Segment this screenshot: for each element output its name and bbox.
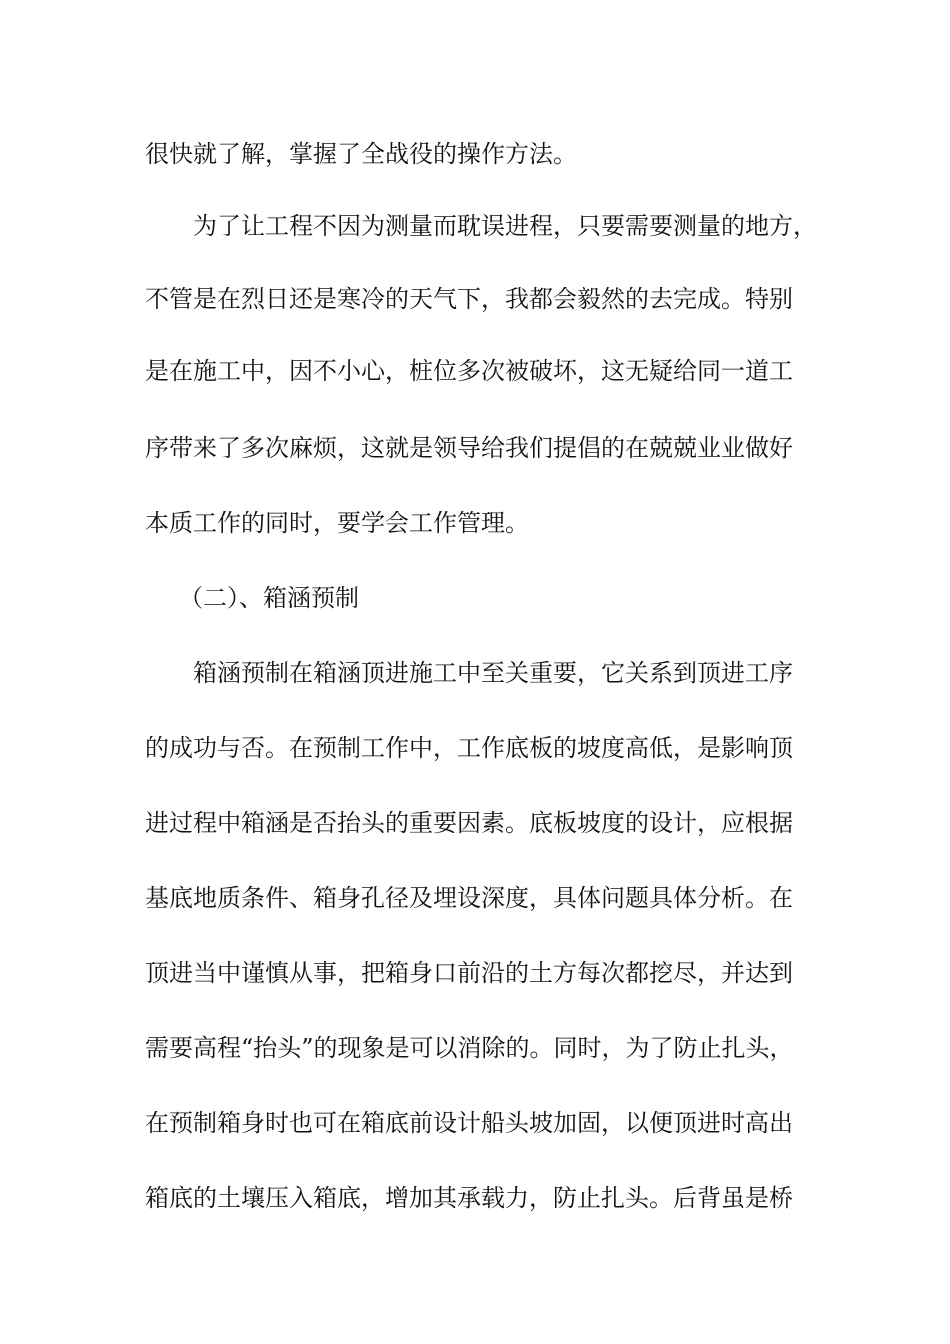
- text-line: 箱底的土壤压入箱底，增加其承载力，防止扎头。后背虽是桥: [145, 1184, 793, 1212]
- text-line: 顶进当中谨慎从事，把箱身口前沿的土方每次都挖尽，并达到: [145, 959, 793, 987]
- text-line: 需要高程“抬头”的现象是可以消除的。同时，为了防止扎头，: [145, 1034, 794, 1062]
- text-line: 基底地质条件、箱身孔径及埋设深度，具体问题具体分析。在: [145, 884, 793, 912]
- text-line: 进过程中箱涵是否抬头的重要因素。底板坡度的设计，应根据: [145, 809, 793, 837]
- text-line: 序带来了多次麻烦，这就是领导给我们提倡的在兢兢业业做好: [145, 434, 793, 462]
- text-line: 本质工作的同时，要学会工作管理。: [145, 509, 529, 537]
- section-heading: （二）、箱涵预制: [179, 584, 359, 612]
- text-line: 在预制箱身时也可在箱底前设计船头坡加固，以便顶进时高出: [145, 1109, 793, 1137]
- text-line: 是在施工中，因不小心，桩位多次被破坏，这无疑给同一道工: [145, 357, 793, 385]
- text-line: 很快就了解，掌握了全战役的操作方法。: [145, 140, 577, 168]
- paragraph-first-line: 为了让工程不因为测量而耽误进程，只要需要测量的地方，: [193, 212, 817, 240]
- text-line: 不管是在烈日还是寒冷的天气下，我都会毅然的去完成。特别: [145, 285, 793, 313]
- paragraph-first-line: 箱涵预制在箱涵顶进施工中至关重要，它关系到顶进工序: [193, 659, 793, 687]
- text-line: 的成功与否。在预制工作中，工作底板的坡度高低，是影响顶: [145, 734, 793, 762]
